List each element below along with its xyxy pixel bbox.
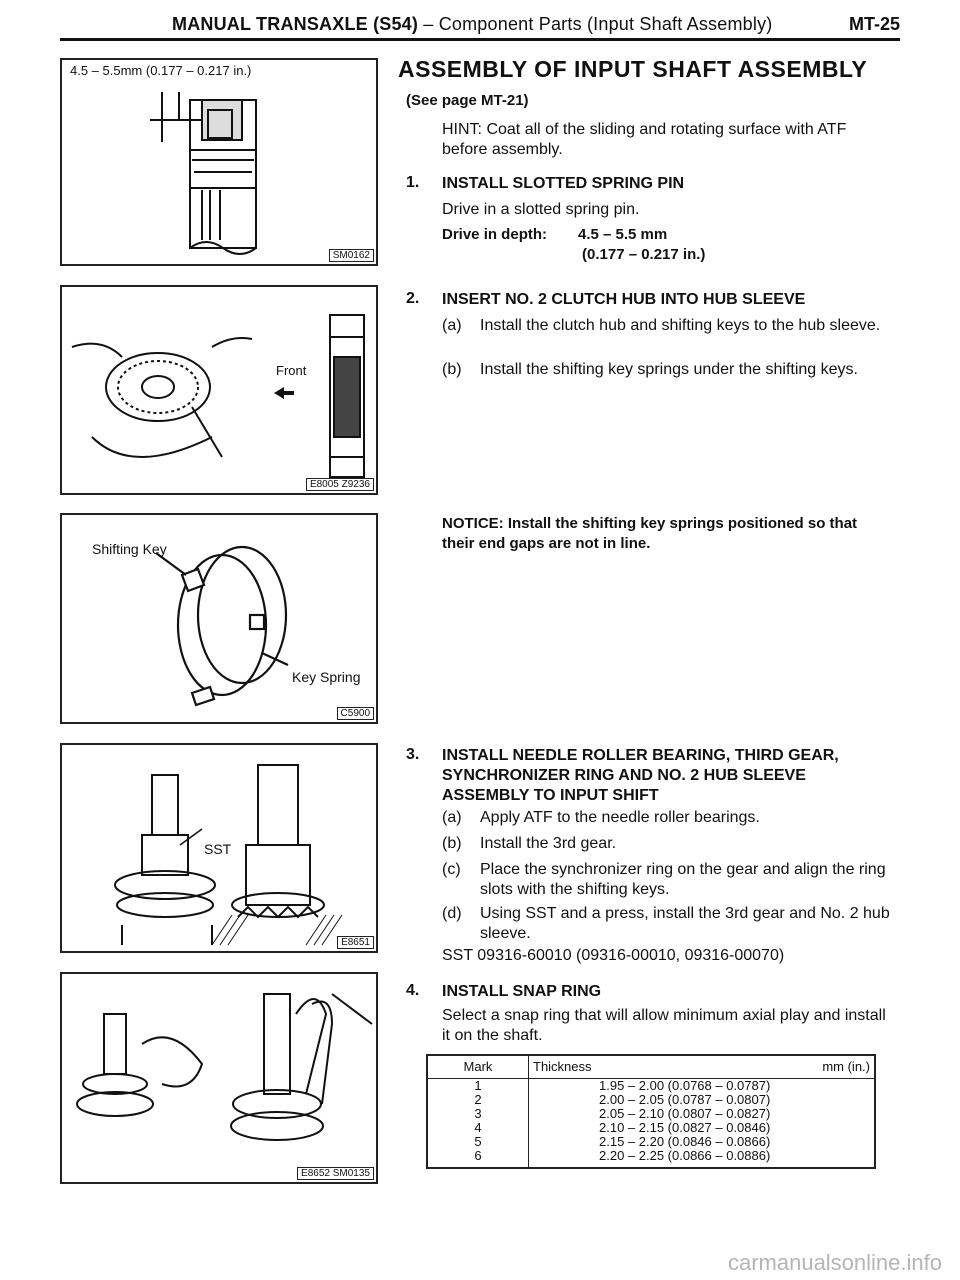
step-3-c-text: Place the synchronizer ring on the gear and align the ring slots with the shifting keys. — [480, 861, 886, 898]
section-title: ASSEMBLY OF INPUT SHAFT ASSEMBLY — [398, 56, 868, 82]
step-3-b-text: Install the 3rd gear. — [480, 835, 617, 852]
row-thickness: 2.10 – 2.15 (0.0827 – 0.0846) — [599, 1120, 771, 1135]
step-3-c-label: (c) — [442, 861, 461, 878]
step-3-number: 3. — [406, 746, 420, 763]
step-4-number: 4. — [406, 982, 420, 999]
table-row — [427, 1079, 875, 1094]
step-2-b-label: (b) — [442, 361, 462, 378]
table-row — [427, 1121, 875, 1135]
figure-clutch-hub — [60, 285, 378, 495]
figure-sst-press — [60, 743, 378, 953]
table-header-row — [427, 1055, 875, 1079]
figure-code: E8652 SM0135 — [297, 1167, 374, 1180]
sst-label: SST — [204, 841, 232, 857]
header-rule — [60, 38, 900, 41]
page-number: MT-25 — [848, 14, 900, 34]
header-title: MANUAL TRANSAXLE (S54) – Component Parts (Input Shaft Assembly) — [172, 14, 773, 34]
row-thickness: 2.20 – 2.25 (0.0866 – 0.0886) — [599, 1148, 771, 1163]
row-mark: 6 — [427, 1149, 529, 1168]
step-1-spec-value-in: (0.177 – 0.217 in.) — [582, 246, 706, 263]
spring-pin-illustration — [62, 60, 376, 264]
step-4-text: Select a snap ring that will allow minimum axial play and install it on the shaft. — [442, 1007, 886, 1044]
step-3-a-text: Apply ATF to the needle roller bearings. — [480, 809, 760, 826]
key-spring-label: Key Spring — [292, 669, 361, 685]
step-1-text: Drive in a slotted spring pin. — [442, 201, 640, 218]
figure-spring-pin — [60, 58, 378, 266]
table-row — [427, 1093, 875, 1107]
step-4-title: INSTALL SNAP RING — [442, 983, 602, 1000]
step-3-b-label: (b) — [442, 835, 462, 852]
step-3-a-label: (a) — [442, 809, 462, 826]
row-mark: 2 — [427, 1093, 529, 1107]
shifting-key-label: Shifting Key — [92, 541, 167, 557]
step-1-title: INSTALL SLOTTED SPRING PIN — [442, 175, 685, 192]
snap-ring-thickness-table — [426, 1054, 876, 1169]
row-mark: 3 — [427, 1107, 529, 1121]
step-2-b-text: Install the shifting key springs under the shifting keys. — [480, 361, 858, 378]
step-3-d-text: Using SST and a press, install the 3rd gear and No. 2 hub sleeve. — [480, 905, 890, 942]
dimension-label: 4.5 – 5.5mm (0.177 – 0.217 in.) — [70, 63, 252, 78]
figure-code: C5900 — [337, 707, 374, 720]
figure-code: SM0162 — [329, 249, 374, 262]
row-thickness: 1.95 – 2.00 (0.0768 – 0.0787) — [599, 1078, 771, 1093]
header-thickness: Thickness mm (in.) — [529, 1055, 876, 1079]
table-row — [427, 1149, 875, 1168]
row-mark: 1 — [427, 1079, 529, 1094]
hint: HINT: Coat all of the sliding and rotating surface with ATF before assembly. — [442, 121, 847, 158]
row-thickness: 2.05 – 2.10 (0.0807 – 0.0827) — [599, 1106, 771, 1121]
table-row — [427, 1107, 875, 1121]
header-mark: Mark — [427, 1055, 529, 1079]
row-thickness: 2.00 – 2.05 (0.0787 – 0.0807) — [599, 1092, 771, 1107]
table-row — [427, 1135, 875, 1149]
step-2-title: INSERT NO. 2 CLUTCH HUB INTO HUB SLEEVE — [442, 291, 806, 308]
page-header — [60, 6, 900, 38]
notice: NOTICE: Install the shifting key springs positioned so that their end gaps are not in line. — [442, 515, 858, 552]
snap-ring-illustration — [62, 974, 376, 1182]
row-mark: 4 — [427, 1121, 529, 1135]
figure-code: E8651 — [337, 936, 374, 949]
see-page: (See page MT-21) — [406, 92, 529, 109]
figure-snap-ring — [60, 972, 378, 1184]
step-1-spec-value: 4.5 – 5.5 mm — [578, 226, 668, 243]
step-3-sst: SST 09316-60010 (09316-00010, 09316-00070) — [442, 947, 785, 964]
front-label: Front — [276, 363, 307, 378]
figure-shifting-key — [60, 513, 378, 724]
clutch-hub-illustration — [62, 287, 376, 493]
step-2-a-label: (a) — [442, 317, 462, 334]
step-1-spec-label: Drive in depth: — [442, 226, 548, 243]
step-3-title: INSTALL NEEDLE ROLLER BEARING, THIRD GEAR, SYNCHRONIZER RING AND NO. 2 HUB SLEEVE ASSEMBLY TO INPUT SHIFT — [442, 747, 839, 804]
row-thickness: 2.15 – 2.20 (0.0846 – 0.0866) — [599, 1134, 771, 1149]
figure-code: E8005 Z9236 — [306, 478, 374, 491]
step-3-d-label: (d) — [442, 905, 462, 922]
step-1-number: 1. — [406, 174, 420, 191]
step-2-number: 2. — [406, 290, 420, 307]
step-2-a-text: Install the clutch hub and shifting keys to the hub sleeve. — [480, 317, 881, 334]
watermark: carmanualsonline.info — [727, 1250, 942, 1275]
row-mark: 5 — [427, 1135, 529, 1149]
